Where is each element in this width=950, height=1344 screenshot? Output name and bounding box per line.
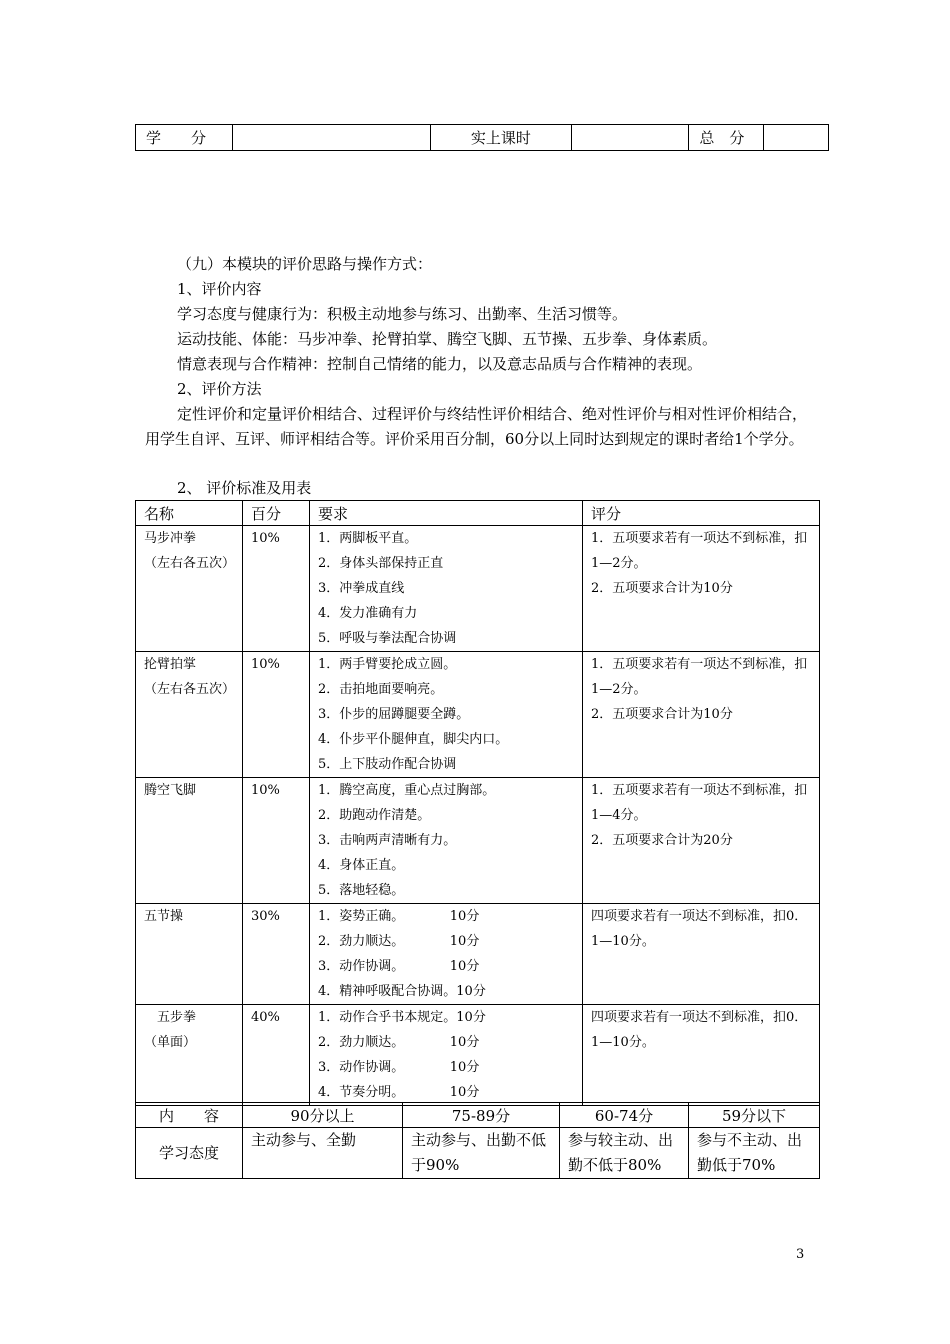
requirement-line: 3．冲拳成直线 [318, 581, 405, 596]
scoring-line: 2．五项要求合计为20分 [591, 833, 733, 848]
requirement-line: 3．仆步的屈蹲腿要全蹲。 [318, 707, 470, 722]
item-name: 抡臂拍掌 [144, 657, 197, 672]
scoring-line: 2．五项要求合计为10分 [591, 581, 733, 596]
method-heading: 2、评价方法 [177, 380, 262, 398]
grade-row-label: 学习态度 [136, 1128, 243, 1179]
grade-cell-60: 参与较主动、出勤不低于80% [560, 1128, 689, 1179]
header-requirements: 要求 [310, 501, 583, 526]
grade-header-content: 内 容 [136, 1103, 243, 1128]
table-row [136, 652, 820, 778]
requirement-line: 1．两手臂要抡成立圆。 [318, 657, 457, 672]
content-line-2: 运动技能、体能：马步冲拳、抡臂拍掌、腾空飞脚、五节操、五步拳、身体素质。 [177, 330, 718, 348]
scoring-line: 1．五项要求若有一项达不到标准，扣1—2分。 [591, 657, 808, 697]
section-heading: （九）本模块的评价思路与操作方式： [177, 255, 433, 273]
grade-header-90: 90分以上 [243, 1103, 403, 1128]
table-row [136, 904, 820, 1005]
requirement-line: 3．动作协调。 10分 [318, 1060, 480, 1075]
credit-label: 学 分 [136, 125, 233, 151]
requirement-line: 2．劲力顺达。 10分 [318, 934, 480, 949]
grade-header-59: 59分以下 [689, 1103, 820, 1128]
content-heading: 1、评价内容 [177, 280, 262, 298]
item-sub: （左右各五次） [144, 682, 236, 697]
requirement-line: 5．呼吸与拳法配合协调 [318, 631, 457, 646]
requirement-line: 4．仆步平仆腿伸直，脚尖内口。 [318, 732, 509, 747]
requirement-line: 3．击响两声清晰有力。 [318, 833, 457, 848]
requirement-line: 2．助跑动作清楚。 [318, 808, 431, 823]
scoring-line: 1．五项要求若有一项达不到标准，扣1—4分。 [591, 783, 808, 823]
content-line-1: 学习态度与健康行为：积极主动地参与练习、出勤率、生活习惯等。 [177, 305, 628, 323]
table-row [136, 778, 820, 904]
credit-summary-table [135, 124, 829, 151]
grade-header-75: 75-89分 [403, 1103, 560, 1128]
requirement-line: 4．发力准确有力 [318, 606, 418, 621]
hours-value [571, 125, 689, 151]
requirement-line: 5．上下肢动作配合协调 [318, 757, 457, 772]
header-percent: 百分 [243, 501, 310, 526]
method-text: 定性评价和定量评价相结合、过程评价与终结性评价相结合、绝对性评价与相对性评价相结合，用学生自评、互评、师评相结合等。评价采用百分制，60分以上同时达到规定的课时者给1个学分。 [145, 405, 808, 448]
requirement-line: 2．劲力顺达。 10分 [318, 1035, 480, 1050]
requirement-line: 1．姿势正确。 10分 [318, 909, 480, 924]
requirement-line: 2．击拍地面要响亮。 [318, 682, 444, 697]
standard-heading: 2、 评价标准及用表 [177, 479, 312, 497]
header-name: 名称 [136, 501, 243, 526]
item-sub: （左右各五次） [144, 556, 236, 571]
scoring-line: 四项要求若有一项达不到标准，扣0．1—10分。 [591, 1010, 808, 1050]
item-percent: 10% [243, 778, 310, 904]
grade-cell-75: 主动参与、出勤不低于90% [403, 1128, 560, 1179]
requirement-line: 3．动作协调。 10分 [318, 959, 480, 974]
item-name: 五节操 [144, 909, 184, 924]
scoring-line: 四项要求若有一项达不到标准，扣0．1—10分。 [591, 909, 808, 949]
content-line-3: 情意表现与合作精神：控制自己情绪的能力，以及意志品质与合作精神的表现。 [177, 355, 703, 373]
item-percent: 10% [243, 526, 310, 652]
requirement-line: 5．落地轻稳。 [318, 883, 405, 898]
header-scoring: 评分 [583, 501, 820, 526]
table-row [136, 1005, 820, 1106]
table-row [136, 1128, 820, 1179]
item-percent: 10% [243, 652, 310, 778]
item-name: 五步拳 [144, 1010, 197, 1025]
item-percent: 40% [243, 1005, 310, 1106]
grade-level-table [135, 1102, 820, 1179]
grade-cell-90: 主动参与、全勤 [243, 1128, 403, 1179]
scoring-line: 1．五项要求若有一项达不到标准，扣1—2分。 [591, 531, 808, 571]
total-value [764, 125, 829, 151]
hours-label: 实上课时 [431, 125, 572, 151]
grade-cell-59: 参与不主动、出勤低于70% [689, 1128, 820, 1179]
requirement-line: 1．腾空高度，重心点过胸部。 [318, 783, 496, 798]
item-percent: 30% [243, 904, 310, 1005]
page-number: 3 [796, 1247, 805, 1262]
item-name: 腾空飞脚 [144, 783, 197, 798]
table-row [136, 526, 820, 652]
grade-header-60: 60-74分 [560, 1103, 689, 1128]
requirement-line: 4．精神呼吸配合协调。10分 [318, 984, 486, 999]
requirement-line: 2．身体头部保持正直 [318, 556, 444, 571]
requirement-line: 1．动作合乎书本规定。10分 [318, 1010, 486, 1025]
requirement-line: 4．身体正直。 [318, 858, 405, 873]
item-name: 马步冲拳 [144, 531, 197, 546]
requirement-line: 4．节奏分明。 10分 [318, 1085, 480, 1100]
evaluation-standards-table [135, 500, 820, 1106]
total-label: 总 分 [689, 125, 764, 151]
item-sub: （单面） [144, 1035, 197, 1050]
scoring-line: 2．五项要求合计为10分 [591, 707, 733, 722]
credit-value [232, 125, 430, 151]
requirement-line: 1．两脚板平直。 [318, 531, 418, 546]
